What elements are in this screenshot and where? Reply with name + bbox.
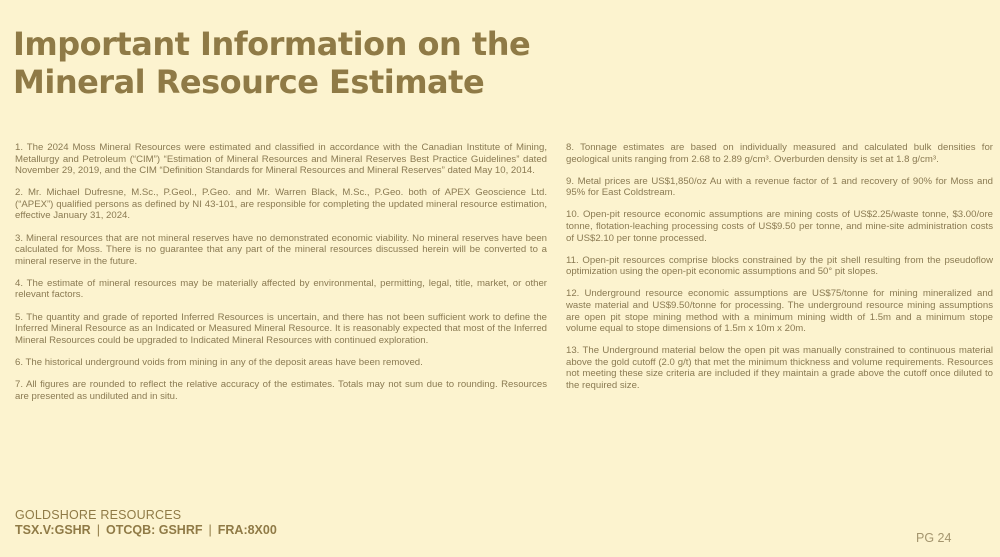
ticker-separator: | xyxy=(208,523,212,537)
note-7: 7. All figures are rounded to reflect the relative accuracy of the estimates. Totals may not sum due to rounding. Resources are presented as undiluted and in situ. xyxy=(15,378,547,402)
note-3: 3. Mineral resources that are not mineral reserves have no demonstrated economic viability. No mineral reserves have been calculated for Moss. There is no guarantee that any part of the mineral resources discussed herein will be converted to a mineral reserve in the future. xyxy=(15,232,547,267)
note-5: 5. The quantity and grade of reported Inferred Resources is uncertain, and there has not been sufficient work to define the Inferred Mineral Resource as an Indicated or Measured Mineral Resource. It is reasonably expected that most of the Inferred Mineral Resources could be upgraded to Indicated Mineral Resources with continued exploration. xyxy=(15,311,547,346)
note-8: 8. Tonnage estimates are based on individually measured and calculated bulk densities for geological units ranging from 2.68 to 2.89 g/cm³. Overburden density is set at 1.8 g/cm³. xyxy=(566,142,993,165)
note-12: 12. Underground resource economic assumptions are US$75/tonne for mining mineralized and waste material and US$9.50/tonne for processing. The underground resource mining assumptions are open pit stope mining method with a minimum mining width of 1.5m and a minimum stope volume equal to stope dimensions of 1.5m x 10m x 20m. xyxy=(566,288,993,335)
ticker-separator: | xyxy=(96,523,100,537)
notes-column-right xyxy=(566,142,993,402)
ticker-symbols xyxy=(15,523,277,538)
note-4: 4. The estimate of mineral resources may be materially affected by environmental, permitting, legal, title, market, or other relevant factors. xyxy=(15,277,547,301)
page-title xyxy=(13,25,530,101)
note-2: 2. Mr. Michael Dufresne, M.Sc., P.Geol., P.Geo. and Mr. Warren Black, M.Sc., P.Geo. both of APEX Geoscience Ltd. (“APEX”) qualified persons as defined by NI 43-101, are responsible for completing the updated mineral resource estimation, effective January 31, 2024. xyxy=(15,187,547,222)
note-10: 10. Open-pit resource economic assumptions are mining costs of US$2.25/waste tonne, $3.00/ore tonne, flotation-leaching processing costs of US$9.50 per tonne, and mine-site administration costs of US$2.10 per tonne processed. xyxy=(566,209,993,244)
page-number: PG 24 xyxy=(916,531,952,545)
footer xyxy=(15,508,277,538)
note-9: 9. Metal prices are US$1,850/oz Au with a revenue factor of 1 and recovery of 90% for Moss and 95% for East Coldstream. xyxy=(566,175,993,199)
ticker-tsxv: TSX.V:GSHR xyxy=(15,523,91,537)
page-title-line-1: Important Information on the xyxy=(13,25,531,63)
page-title-line-2: Mineral Resource Estimate xyxy=(13,63,485,101)
note-13: 13. The Underground material below the open pit was manually constrained to continuous material above the gold cutoff (2.0 g/t) that met the minimum thickness and volume requirements. Resources not meeting these size criteria are included if they maintain a grade above the cutoff once diluted to the required size. xyxy=(566,345,993,391)
note-1: 1. The 2024 Moss Mineral Resources were estimated and classified in accordance with the Canadian Institute of Mining, Metallurgy and Petroleum (“CIM”) “Estimation of Mineral Resources and Mineral Reserves Best Practice Guidelines” dated November 29, 2019, and the CIM “Definition Standards for Mineral Resources and Mineral Reserves” dated May 10, 2014. xyxy=(15,142,547,177)
ticker-otcqb: OTCQB: GSHRF xyxy=(105,523,203,537)
note-11: 11. Open-pit resources comprise blocks constrained by the pit shell resulting from the pseudoflow optimization using the open-pit economic assumptions and 50° pit slopes. xyxy=(566,254,993,278)
notes-column-left xyxy=(15,142,547,413)
ticker-fra: FRA:8X00 xyxy=(217,523,277,537)
company-name: GOLDSHORE RESOURCES xyxy=(15,508,182,522)
note-6: 6. The historical underground voids from mining in any of the deposit areas have been removed. xyxy=(15,356,423,368)
